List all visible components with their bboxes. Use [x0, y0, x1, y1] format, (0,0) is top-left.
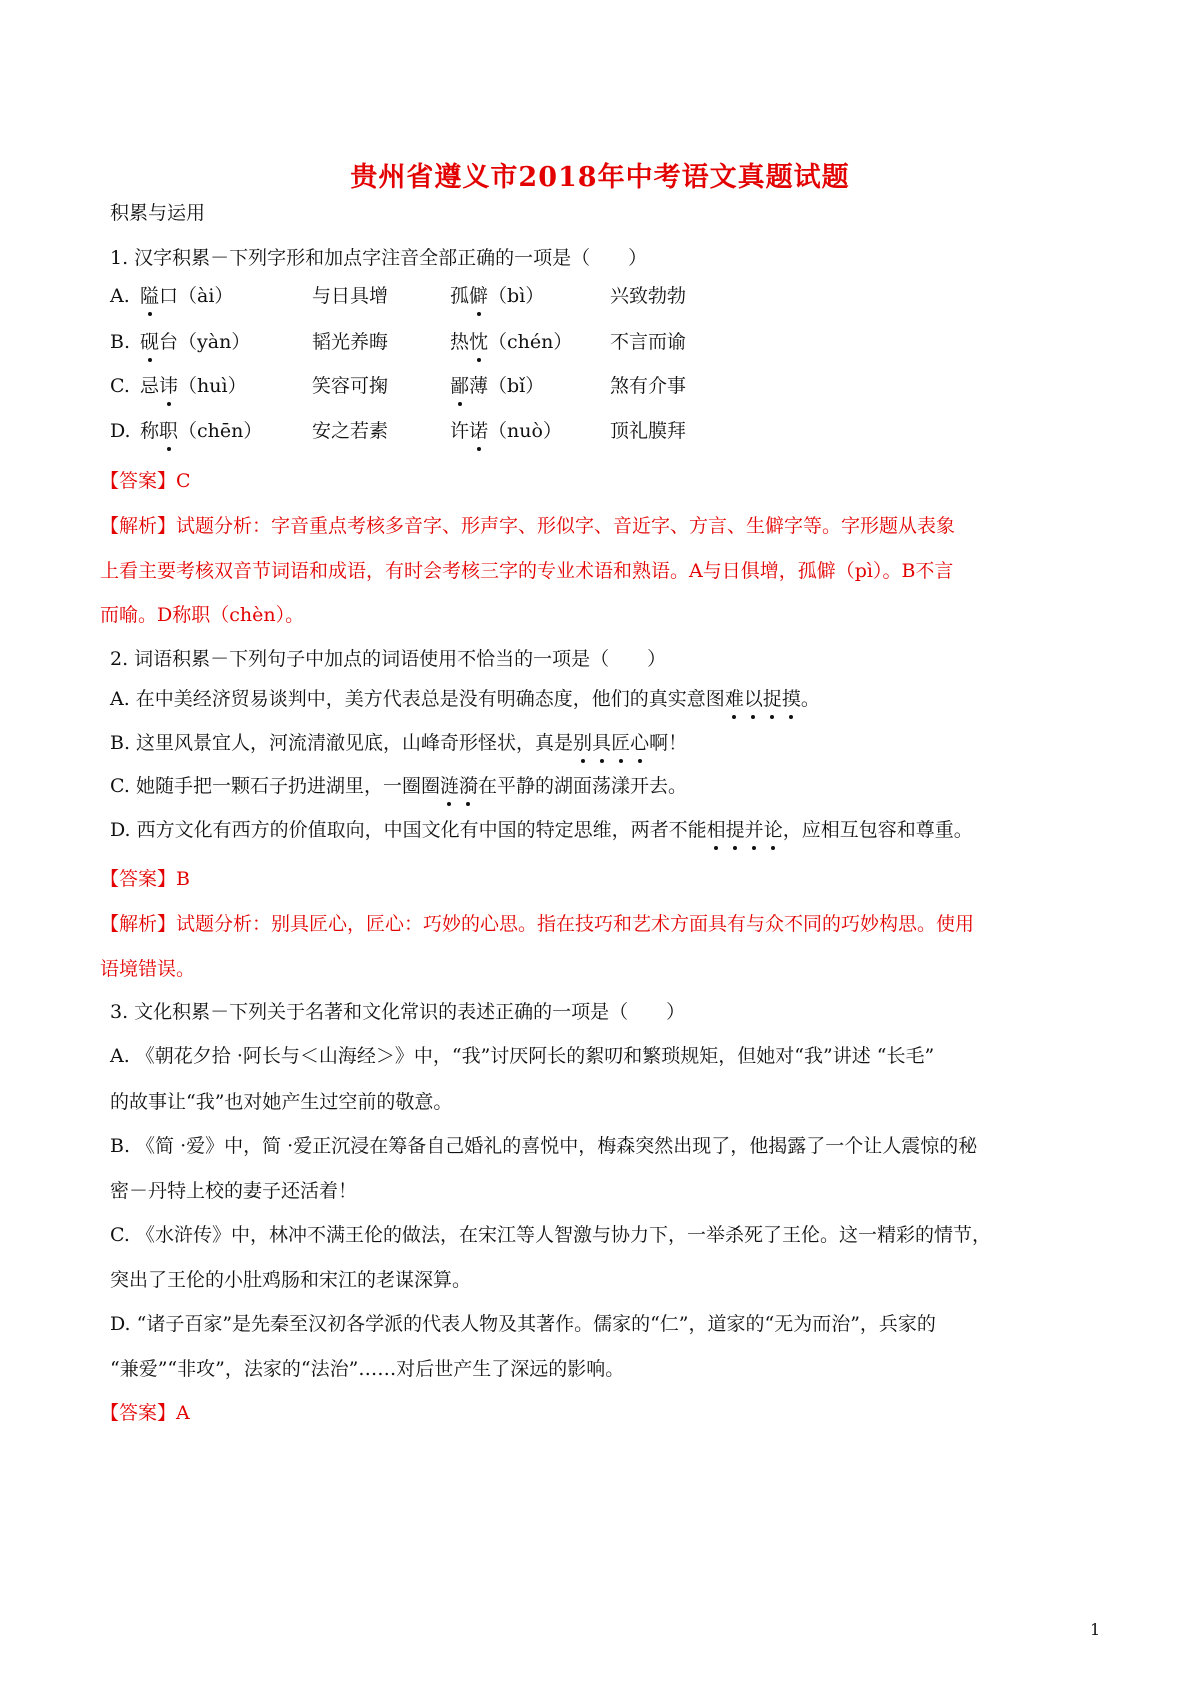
option-col3: 孤僻（bì）: [450, 285, 545, 307]
option-col4: 顶礼膜拜: [610, 420, 687, 442]
q3-option-b-line-2: 密－丹特上校的妻子还活着！: [110, 1180, 358, 1202]
answer-tag: 【答案】: [100, 470, 177, 492]
q3-option-d-line-1: D. “诸子百家”是先秦至汉初各学派的代表人物及其著作。儒家的“仁”，道家的“无为而治”，兵家的: [110, 1313, 936, 1335]
analysis-tag: 【解析】: [100, 515, 177, 537]
q3-option-a-line-1: A. 《朝花夕拾 ·阿长与＜山海经＞》中，“我”讨厌阿长的絮叨和繁琐规矩，但她对“我”讲述 “长毛”: [110, 1045, 935, 1067]
option-col4: 兴致勃勃: [610, 285, 687, 307]
answer-value: B: [176, 868, 190, 890]
page-number: 1: [1090, 1620, 1101, 1639]
option-col2: 韬光养晦: [312, 331, 389, 353]
option-label: D.: [110, 420, 131, 442]
q1-stem: 1. 汉字积累－下列字形和加点字注音全部正确的一项是（ ）: [110, 247, 648, 269]
answer-tag: 【答案】: [100, 868, 177, 890]
option-col3: 鄙薄（bǐ）: [450, 375, 545, 397]
page-title: 贵州省遵义市2018年中考语文真题试题: [350, 162, 850, 193]
option-col1: 忌讳（huì）: [140, 375, 247, 397]
option-col1: 隘口（ài）: [140, 285, 234, 307]
option-col4: 不言而谕: [610, 331, 687, 353]
q2-option-d: D. 西方文化有西方的价值取向，中国文化有中国的特定思维，两者不能相提并论，应相互包容和尊重。: [110, 819, 973, 841]
option-col2: 安之若素: [312, 420, 389, 442]
q3-option-c-line-1: C. 《水浒传》中，林冲不满王伦的做法，在宋江等人智激与协力下，一举杀死了王伦。这一精彩的情节，: [110, 1224, 991, 1246]
option-col1: 称职（chēn）: [140, 420, 263, 442]
option-label: B.: [110, 331, 131, 353]
q2-analysis-line-2: 语境错误。: [100, 958, 196, 980]
answer-value: C: [176, 470, 191, 492]
q1-analysis-line-3: 而喻。D称职（chèn）。: [100, 604, 305, 626]
option-label: C.: [110, 375, 130, 397]
q3-stem: 3. 文化积累－下列关于名著和文化常识的表述正确的一项是（ ）: [110, 1001, 686, 1023]
q3-option-c-line-2: 突出了王伦的小肚鸡肠和宋江的老谋深算。: [110, 1269, 472, 1291]
option-col2: 笑容可掬: [312, 375, 389, 397]
q3-option-d-line-2: “兼爱”“非攻”，法家的“法治”……对后世产生了深远的影响。: [110, 1358, 625, 1380]
section-heading: 积累与运用: [110, 202, 206, 224]
analysis-tag: 【解析】: [100, 913, 177, 935]
q2-analysis-line-1: 【解析】试题分析：别具匠心，匠心：巧妙的心思。指在技巧和艺术方面具有与众不同的巧妙构思。使用: [100, 913, 975, 935]
option-col2: 与日具增: [312, 285, 389, 307]
q1-answer: [100, 468, 191, 494]
option-col1: 砚台（yàn）: [140, 331, 251, 353]
q2-option-a: A. 在中美经济贸易谈判中，美方代表总是没有明确态度，他们的真实意图难以捉摸。: [110, 688, 820, 710]
option-col3: 许诺（nuò）: [450, 420, 562, 442]
q1-analysis-line-2: 上看主要考核双音节词语和成语，有时会考核三字的专业术语和熟语。A与日俱增，孤僻（pì）。B不言: [100, 560, 954, 582]
q3-answer: [100, 1400, 190, 1426]
q2-option-b: B. 这里风景宜人，河流清澈见底，山峰奇形怪状，真是别具匠心啊！: [110, 732, 688, 754]
option-col4: 煞有介事: [610, 375, 687, 397]
q2-stem: 2. 词语积累－下列句子中加点的词语使用不恰当的一项是（ ）: [110, 648, 667, 670]
option-col3: 热忱（chén）: [450, 331, 573, 353]
q2-option-c: C. 她随手把一颗石子扔进湖里，一圈圈涟漪在平静的湖面荡漾开去。: [110, 775, 687, 797]
option-label: A.: [110, 285, 130, 307]
q2-answer: [100, 866, 190, 892]
q3-option-a-line-2: 的故事让“我”也对她产生过空前的敬意。: [110, 1091, 453, 1113]
q3-option-b-line-1: B. 《简 ·爱》中，简 ·爱正沉浸在筹备自己婚礼的喜悦中，梅森突然出现了，他揭露了一个让人震惊的秘: [110, 1135, 978, 1157]
q1-analysis-line-1: 【解析】试题分析：字音重点考核多音字、形声字、形似字、音近字、方言、生僻字等。字形题从表象: [100, 515, 956, 537]
answer-value: A: [176, 1402, 190, 1424]
answer-tag: 【答案】: [100, 1402, 177, 1424]
